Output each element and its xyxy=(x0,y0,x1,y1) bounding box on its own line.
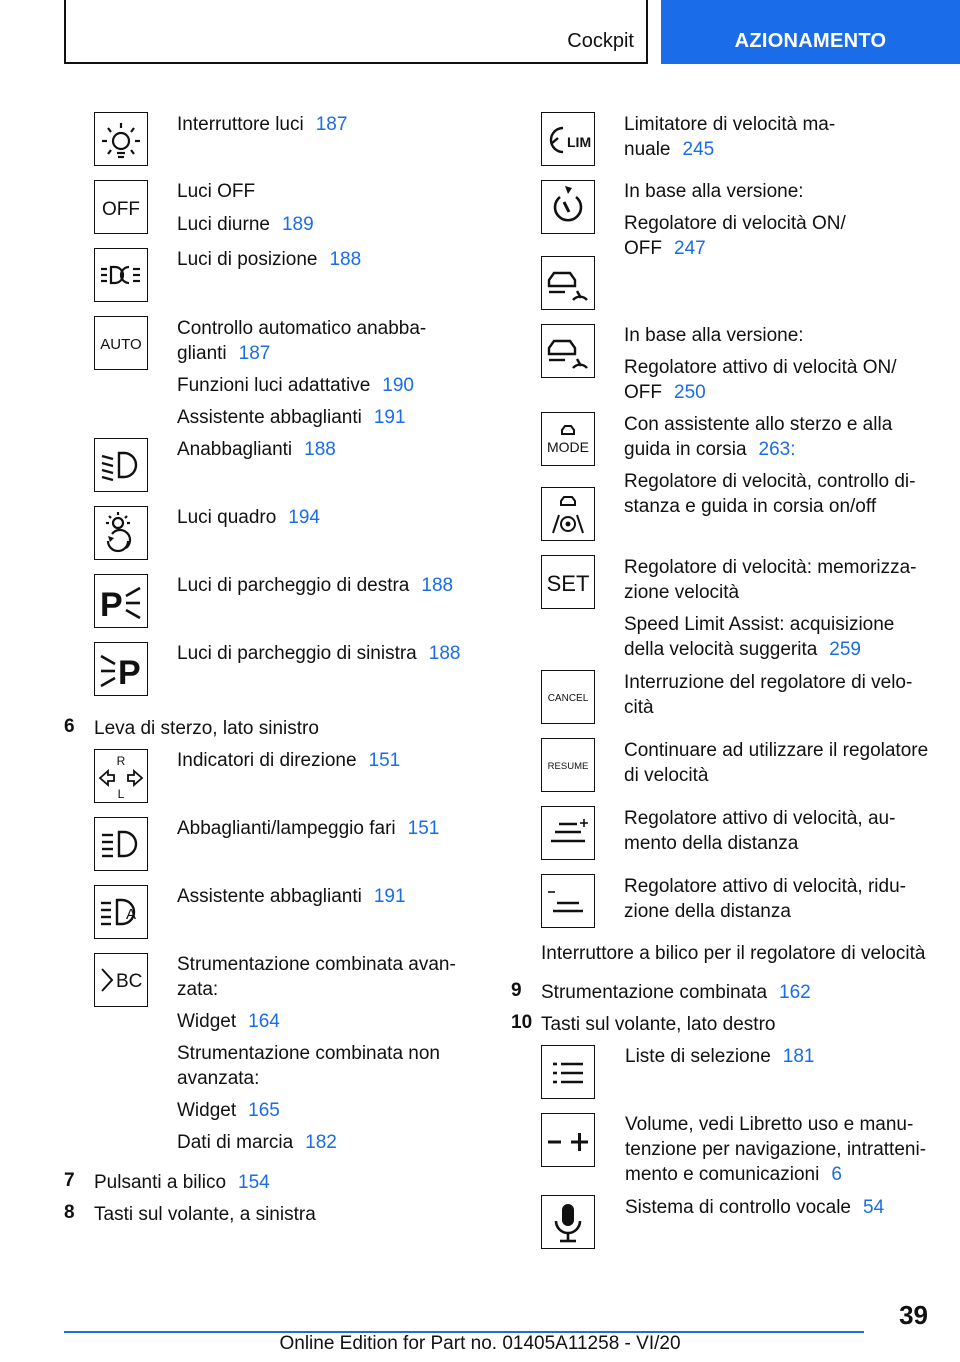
item-light-switch: Interruttore luci 187 xyxy=(177,114,348,135)
resume-icon xyxy=(541,738,595,792)
footer-edition: Online Edition for Part no. 01405A11258 - VI/20 xyxy=(279,1333,681,1354)
svg-text:R: R xyxy=(116,754,126,768)
item-8-label: Tasti sul volante, a sinistra xyxy=(94,1204,316,1225)
item-10-number: 10 xyxy=(511,1012,533,1033)
item-cruise-control: In base alla versione: Regolatore di velocità ON/ OFF 247 xyxy=(624,181,846,259)
set-icon xyxy=(541,555,595,609)
item-10-label: Tasti sul volante, lato destro xyxy=(541,1014,776,1035)
item-selection-lists: Liste di selezione 181 xyxy=(625,1046,815,1067)
cancel-icon xyxy=(541,670,595,724)
position-lights-icon xyxy=(94,248,148,302)
svg-text:AUTO: AUTO xyxy=(100,336,142,353)
item-auto-lights: Controllo automatico anabba- glianti 187 Funzioni luci adattative 190 Assistente abbaglianti 191 xyxy=(177,318,427,428)
rocker-switch-note: Interruttore a bilico per il regolatore di velocità xyxy=(541,943,926,964)
item-parking-left: Luci di parcheggio di sinistra 188 xyxy=(177,643,461,664)
high-beam-icon xyxy=(94,817,148,871)
dashboard-light-icon xyxy=(94,506,148,560)
item-9-label: Strumentazione combinata 162 xyxy=(541,982,811,1003)
item-high-beam-assist: Assistente abbaglianti 191 xyxy=(177,886,406,907)
item-low-beam: Anabbaglianti 188 xyxy=(177,439,336,460)
page-number: 39 xyxy=(899,1300,928,1330)
item-7-label: Pulsanti a bilico 154 xyxy=(94,1172,270,1193)
item-active-cruise-control: In base alla versione: Regolatore attivo di velocità ON/ OFF 250 xyxy=(624,325,897,403)
distance-minus-icon xyxy=(541,874,595,928)
item-parking-right: Luci di parcheggio di destra 188 xyxy=(177,575,454,596)
parking-left-icon xyxy=(94,642,148,696)
volume-icon xyxy=(541,1113,595,1167)
item-volume: Volume, vedi Libretto uso e manu- tenzione per navigazione, intratteni- mento e comunicazioni 6 xyxy=(625,1114,927,1185)
item-6-label: Leva di sterzo, lato sinistro xyxy=(94,718,319,739)
svg-text:BC: BC xyxy=(116,971,143,992)
item-instrument-cluster: Strumentazione combinata avan- zata: Widget 164 Strumentazione combinata non avanzata: Widget 165 Dati di marcia 182 xyxy=(177,954,456,1153)
item-position-lights: Luci di posizione 188 xyxy=(177,249,362,270)
microphone-icon xyxy=(541,1195,595,1249)
svg-text:MODE: MODE xyxy=(547,439,589,455)
turn-signal-icon xyxy=(94,749,148,803)
item-9-number: 9 xyxy=(511,980,522,1001)
acc-icon xyxy=(541,256,595,310)
off-icon xyxy=(94,180,148,234)
item-high-beam: Abbaglianti/lampeggio fari 151 xyxy=(177,818,440,839)
svg-text:L: L xyxy=(117,787,125,801)
svg-text:P: P xyxy=(100,586,123,624)
header-chapter-box xyxy=(661,0,960,64)
svg-text:A: A xyxy=(126,906,137,923)
light-bulb-icon xyxy=(94,112,148,166)
lane-assist-icon xyxy=(541,487,595,541)
list-icon xyxy=(541,1045,595,1099)
item-dashboard-lights: Luci quadro 194 xyxy=(177,507,320,528)
item-resume: Continuare ad utilizzare il regolatore di velocità xyxy=(624,740,929,786)
item-lights-off: Luci OFF Luci diurne 189 xyxy=(177,181,314,235)
auto-icon xyxy=(94,316,148,370)
bc-icon xyxy=(94,953,148,1007)
item-steering-assist: Con assistente allo sterzo e alla guida in corsia 263: Regolatore di velocità, controllo di- stanza e guida in corsia on/off xyxy=(624,414,916,517)
svg-text:OFF: OFF xyxy=(102,199,140,220)
mode-icon xyxy=(541,412,595,466)
cruise-icon xyxy=(541,180,595,234)
svg-text:LIM: LIM xyxy=(567,134,592,150)
svg-text:RESUME: RESUME xyxy=(547,761,589,772)
item-distance-decrease: Regolatore attivo di velocità, ridu- zione della distanza xyxy=(624,876,906,922)
item-turn-signals: Indicatori di direzione 151 xyxy=(177,750,401,771)
item-7-number: 7 xyxy=(64,1170,75,1191)
distance-plus-icon xyxy=(541,806,595,860)
item-6-number: 6 xyxy=(64,716,75,737)
limiter-icon xyxy=(541,112,595,166)
parking-right-icon xyxy=(94,574,148,628)
svg-text:P: P xyxy=(118,654,141,692)
item-voice-control: Sistema di controllo vocale 54 xyxy=(625,1197,885,1218)
item-cancel: Interruzione del regolatore di velo- cità xyxy=(624,672,913,718)
svg-text:SET: SET xyxy=(546,571,590,596)
low-beam-icon xyxy=(94,438,148,492)
header-section-box xyxy=(64,0,648,64)
item-distance-increase: Regolatore attivo di velocità, au- mento della distanza xyxy=(624,808,896,854)
header-section: Cockpit xyxy=(567,30,634,52)
acc-icon-2 xyxy=(541,324,595,378)
item-8-number: 8 xyxy=(64,1202,75,1223)
svg-text:CANCEL: CANCEL xyxy=(547,693,589,704)
header-chapter: AZIONAMENTO xyxy=(734,30,887,52)
item-set-speed: Regolatore di velocità: memorizza- zione velocità Speed Limit Assist: acquisizione della velocità suggerita 259 xyxy=(624,557,917,660)
item-speed-limiter: Limitatore di velocità ma- nuale 245 xyxy=(624,114,836,160)
high-beam-assist-icon xyxy=(94,885,148,939)
